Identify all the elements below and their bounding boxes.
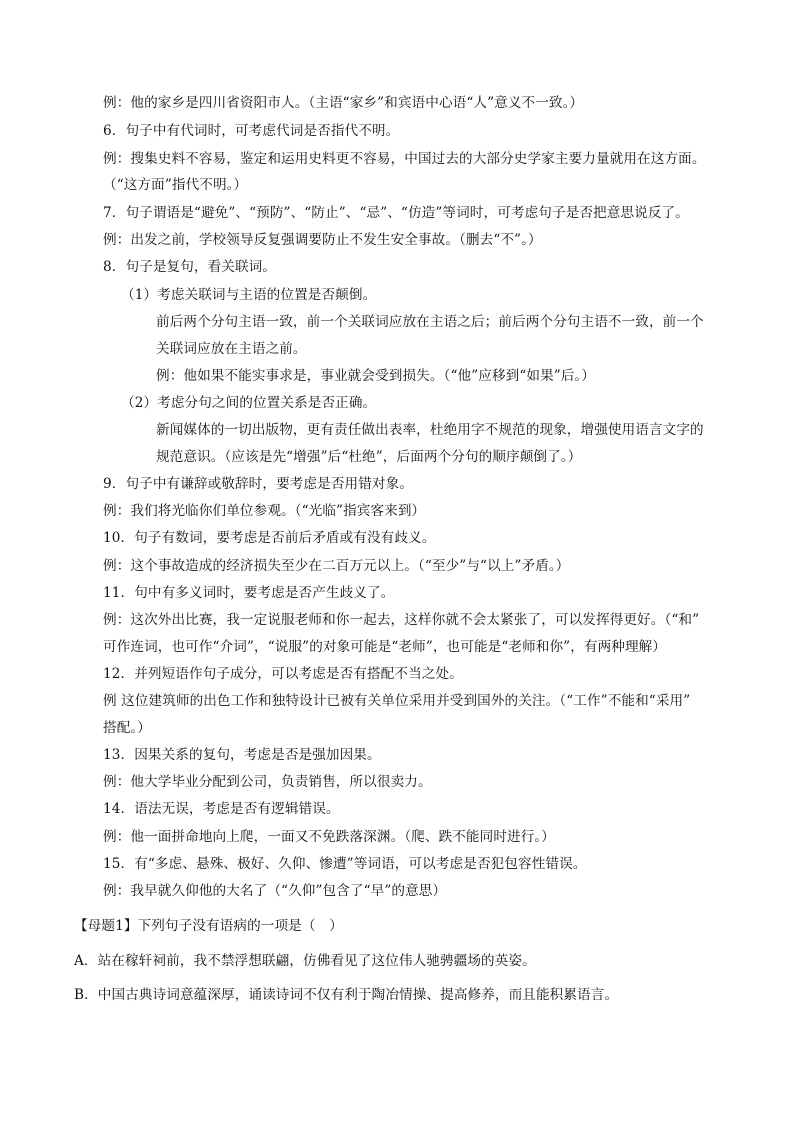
text-line: 8．句子是复句，看关联词。 — [103, 259, 277, 275]
text-line: 例：搜集史料不容易，鉴定和运用史料更不容易，中国过去的大部分史学家主要力量就用在这方面。 — [103, 151, 706, 167]
text-line: （“这方面”指代不明。） — [103, 177, 248, 193]
text-line: 可作连词，也可作“介词”，“说服”的对象可能是“老师”，也可能是“老师和你”，有两种理解） — [103, 639, 667, 655]
answer-option-a: A．站在稼轩祠前，我不禁浮想联翩，仿佛看见了这位伟人驰骋疆场的英姿。 — [74, 953, 536, 969]
text-line: 例：我们将光临你们单位参观。（“光临”指宾客来到） — [103, 503, 426, 519]
text-line: 例：这次外出比赛，我一定说服老师和你一起去，这样你就不会太紧张了，可以发挥得更好。（“和” — [103, 612, 700, 628]
text-line: 例：出发之前，学校领导反复强调要防止不发生安全事故。（删去“不”。） — [103, 232, 542, 248]
text-line: （1）考虑关联词与主语的位置是否颠倒。 — [121, 287, 377, 303]
text-line: 7．句子谓语是“避免”、“预防”、“防止”、“忌”、“仿造”等词时，可考虑句子是否把意思说反了。 — [103, 205, 689, 221]
text-line: 10．句子有数词，要考虑是否前后矛盾或有没有歧义。 — [103, 530, 436, 546]
text-line: 13．因果关系的复句，考虑是否是强加因果。 — [103, 747, 381, 763]
text-line: 14．语法无误，考虑是否有逻辑错误。 — [103, 801, 340, 817]
text-line: 前后两个分句主语一致，前一个关联词应放在主语之后；前后两个分句主语不一致，前一个 — [156, 314, 704, 330]
text-line: 例：他的家乡是四川省资阳市人。（主语“家乡”和宾语中心语“人”意义不一致。） — [103, 95, 584, 111]
text-line: 规范意识。（应该是先“增强”后“杜绝”，后面两个分句的顺序颠倒了。） — [156, 449, 582, 465]
text-line: 例：他如果不能实事求是，事业就会受到损失。（“他”应移到“如果”后。） — [156, 368, 596, 384]
text-line: 12．并列短语作句子成分，可以考虑是否有搭配不当之处。 — [103, 666, 463, 682]
text-line: 例：他大学毕业分配到公司，负责销售，所以很卖力。 — [103, 774, 432, 790]
text-line: 例 这位建筑师的出色工作和独特设计已被有关单位采用并受到国外的关注。（“工作”不能和“采用” — [103, 693, 691, 709]
text-line: 15．有“多虑、悬殊、极好、久仰、惨遭”等词语，可以考虑是否犯包容性错误。 — [103, 856, 587, 872]
answer-option-b: B．中国古典诗词意蕴深厚，诵读诗词不仅有利于陶冶情操、提高修养，而且能积累语言。 — [74, 987, 619, 1003]
text-line: 关联词应放在主语之前。 — [156, 341, 307, 357]
text-line: 新闻媒体的一切出版物，更有责任做出表率，杜绝用字不规范的现象，增强使用语言文字的 — [156, 422, 704, 438]
text-line: 例：我早就久仰他的大名了（“久仰”包含了“早”的意思） — [103, 883, 447, 899]
text-line: 例：他一面拼命地向上爬，一面又不免跌落深渊。（爬、跌不能同时进行。） — [103, 829, 555, 845]
text-line: 搭配。） — [103, 720, 151, 736]
text-line: 9．句子中有谦辞或敬辞时，要考虑是否用错对象。 — [103, 476, 414, 492]
text-line: 例：这个事故造成的经济损失至少在二百万元以上。（“至少”与“以上”矛盾。） — [103, 558, 570, 574]
question-heading: 【母题1】下列句子没有语病的一项是（ ） — [74, 918, 343, 934]
text-line: 6．句子中有代词时，可考虑代词是否指代不明。 — [103, 123, 400, 139]
text-line: （2）考虑分句之间的位置关系是否正确。 — [121, 395, 377, 411]
text-line: 11．句中有多义词时，要考虑是否产生歧义了。 — [103, 585, 395, 601]
